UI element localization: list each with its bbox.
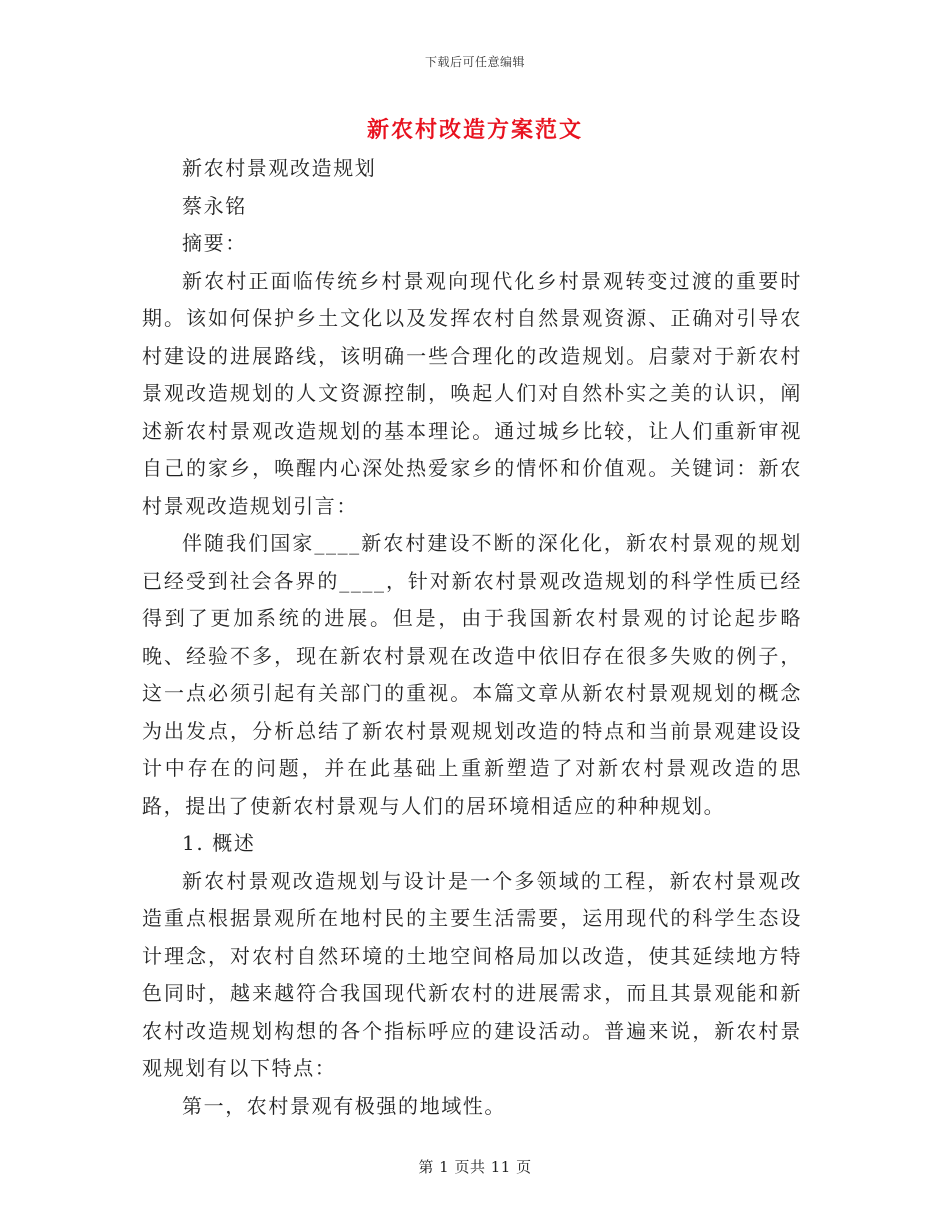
abstract-paragraph: 新农村正面临传统乡村景观向现代化乡村景观转变过渡的重要时期。该如何保护乡土文化以及发挥农村自然景观资源、正确对引导农村建设的进展路线，该明确一些合理化的改造规划。启蒙对于新农村景观改造规划的人文资源控制，唤起人们对自然朴实之美的认识，阐述新农村景观改造规划的基本理论。通过城乡比较，让人们重新审视自己的家乡，唤醒内心深处热爱家乡的情怀和价值观。关键词：新农村景观改造规划引言： [142, 268, 802, 518]
header-note: 下载后可任意编辑 [424, 55, 525, 69]
author: 蔡永铭 [182, 193, 247, 218]
section-heading-overview: 1. 概述 [182, 831, 256, 855]
abstract-heading: 摘要： [182, 231, 247, 255]
feature-one-paragraph: 第一，农村景观有极强的地域性。 [182, 1093, 506, 1118]
document-title: 新农村改造方案范文 [366, 117, 583, 143]
intro-paragraph: 伴随我们国家____新农村建设不断的深化化，新农村景观的规划已经受到社会各界的____，针对新农村景观改造规划的科学性质已经得到了更加系统的进展。但是，由于我国新农村景观的讨论起步略晚、经验不多，现在新农村景观在改造中依旧存在很多失败的例子，这一点必须引起有关部门的重视。本篇文章从新农村景观规划的概念为出发点，分析总结了新农村景观规划改造的特点和当前景观建设设计中存在的问题，并在此基础上重新塑造了对新农村景观改造的思路，提出了使新农村景观与人们的居环境相适应的种种规划。 [142, 531, 802, 818]
overview-paragraph: 新农村景观改造规划与设计是一个多领域的工程，新农村景观改造重点根据景观所在地村民的主要生活需要，运用现代的科学生态设计理念，对农村自然环境的土地空间格局加以改造，使其延续地方特色同时，越来越符合我国现代新农村的进展需求，而且其景观能和新农村改造规划构想的各个指标呼应的建设活动。普遍来说，新农村景观规划有以下特点： [142, 868, 802, 1080]
page-number: 第 1 页共 11 页 [418, 1158, 532, 1176]
document-body [142, 150, 802, 1125]
subtitle: 新农村景观改造规划 [182, 156, 377, 180]
